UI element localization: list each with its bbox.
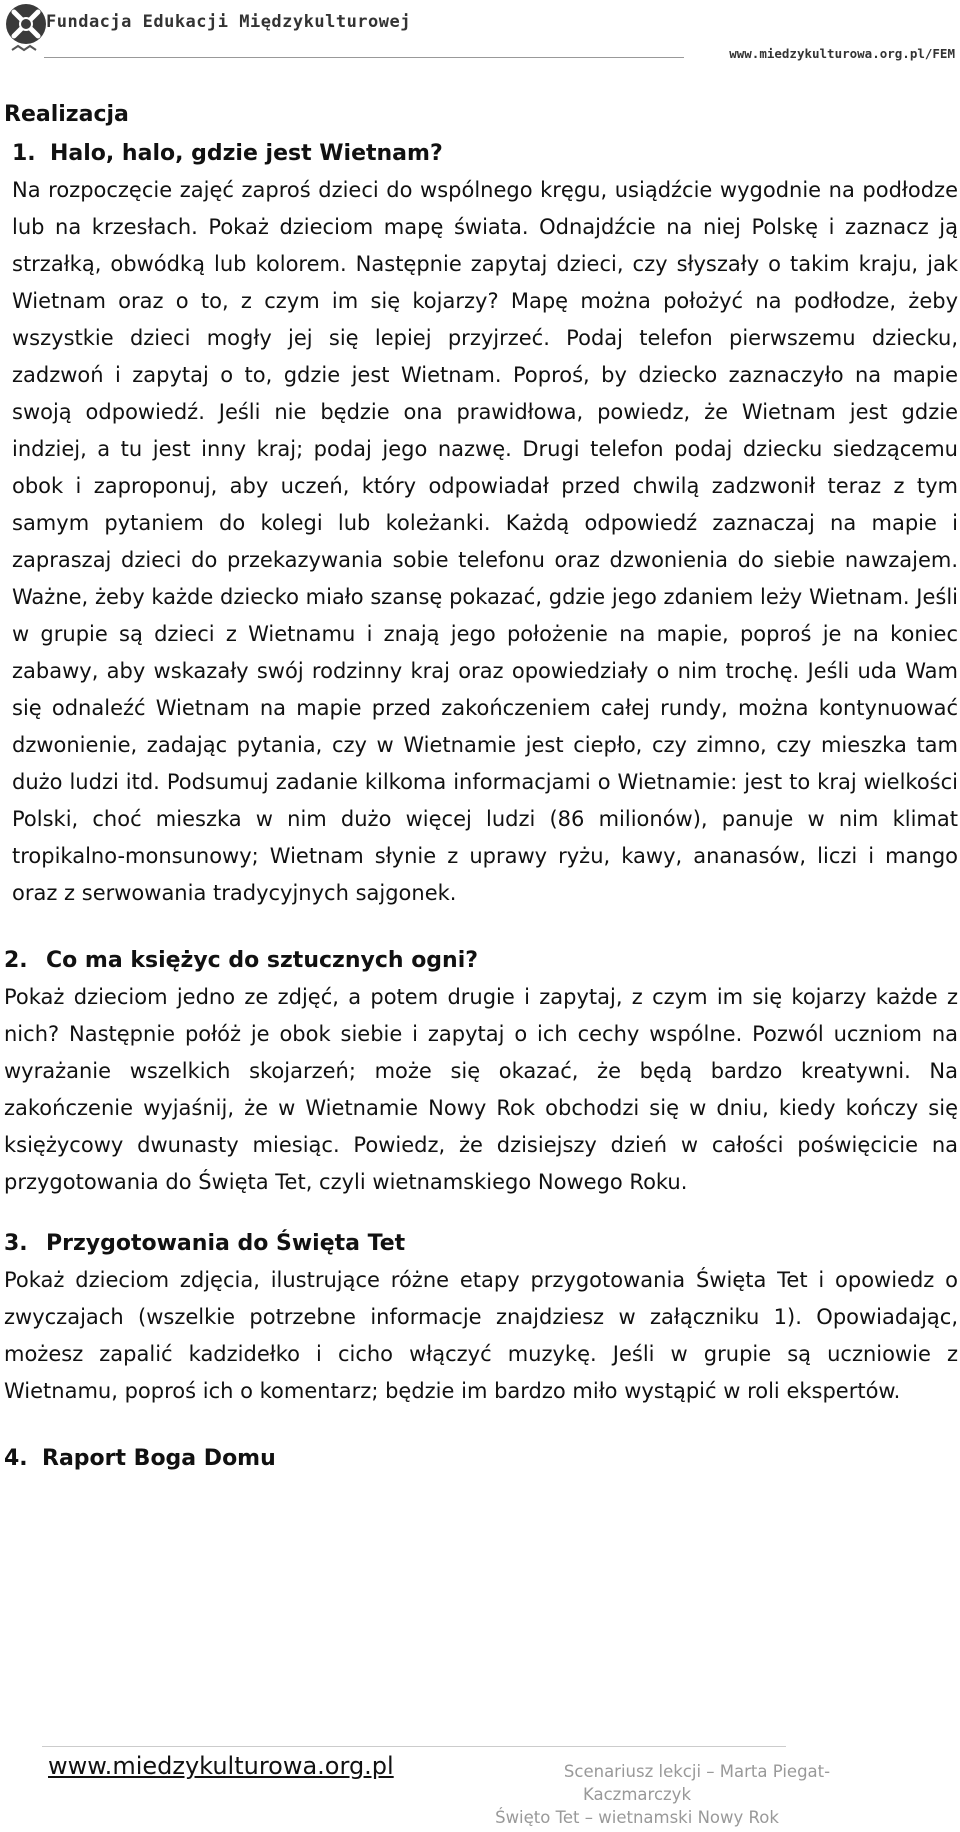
item-4-title: Raport Boga Domu — [42, 1446, 276, 1471]
page-header — [0, 0, 960, 64]
header-divider — [44, 57, 684, 58]
footer-divider — [42, 1746, 786, 1747]
item-2-number: 2. — [4, 948, 28, 973]
item-3-number: 3. — [4, 1231, 28, 1256]
item-1-title: Halo, halo, gdzie jest Wietnam? — [50, 141, 443, 166]
item-3-text: Pokaż dzieciom zdjęcia, ilustrujące różne etapy przygotowania Święta Tet i opowiedz o zwyczajach (wszelkie potrzebne informacje znajdziesz w załączniku 1). Opowiadając, możesz zapalić kadzidełko i cicho włączyć muzykę. Jeśli w grupie są uczniowie z Wietnamu, poproś ich o komentarz; będzie im bardzo miło wystąpić w roli ekspertów. — [4, 1268, 958, 1403]
footer-url-link[interactable]: www.miedzykulturowa.org.pl — [48, 1752, 394, 1780]
footer-credit — [322, 1760, 952, 1829]
item-4-number: 4. — [4, 1446, 28, 1471]
item-1-heading — [4, 135, 958, 172]
footer-credit-line-3: Święto Tet – wietnamski Nowy Rok — [495, 1808, 779, 1827]
header-url: www.miedzykulturowa.org.pl/FEM — [729, 46, 955, 61]
org-name: Fundacja Edukacji Międzykulturowej — [46, 12, 411, 32]
item-1-number: 1. — [12, 141, 36, 166]
item-3-title: Przygotowania do Święta Tet — [46, 1231, 406, 1256]
item-1-text: Na rozpoczęcie zajęć zaproś dzieci do wspólnego kręgu, usiądźcie wygodnie na podłodze lub na krzesłach. Pokaż dzieciom mapę świata. Odnajdźcie na niej Polskę i zaznacz ją strzałką, obwódką lub kolorem. Następnie zapytaj dzieci, czy słyszały o takim kraju, jak Wietnam oraz o to, z czym im się kojarzy? Mapę można położyć na podłodze, żeby wszystkie dzieci mogły jej się lepiej przyjrzeć. Podaj telefon pierwszemu dziecku, zadzwoń i zapytaj o to, gdzie jest Wietnam. Poproś, by dziecko zaznaczyło na mapie swoją odpowiedź. Jeśli nie będzie ona prawidłowa, powiedz, że Wietnam jest gdzie indziej, a tu jest inny kraj; podaj jego nazwę. Drugi telefon podaj dziecku siedzącemu obok i zaproponuj, aby uczeń, który odpowiadał przed chwilą zadzwonił teraz z tym samym pytaniem do kolegi lub koleżanki. Każdą odpowiedź zaznaczaj na mapie i zapraszaj dzieci do przekazywania sobie telefonu oraz dzwonienia do siebie nawzajem. Ważne, żeby każde dziecko miało szansę pokazać, gdzie jego zdaniem leży Wietnam. Jeśli w grupie są dzieci z Wietnamu i znają jego położenie na mapie, poproś je na koniec zabawy, aby wskazały swój rodzinny kraj oraz opowiedziały o nim trochę. Jeśli uda Wam się odnaleźć Wietnam na mapie przed zakończeniem całej rundy, można kontynuować dzwonienie, zadając pytania, czy w Wietnamie jest ciepło, czy zimno, czy mieszka tam dużo ludzi itd. Podsumuj zadanie kilkoma informacjami o Wietnamie: jest to kraj wielkości Polski, choć mieszka w nim dużo więcej ludzi (86 milionów), panuje w nim klimat tropikalno-monsunowy; Wietnam słynie z uprawy ryżu, kawy, ananasów, liczi i mango oraz z serwowania tradycyjnych sajgonek. — [12, 178, 958, 905]
item-2-text: Pokaż dzieciom jedno ze zdjęć, a potem drugie i zapytaj, z czym im się kojarzy każde z nich? Następnie połóż je obok siebie i zapytaj o ich cechy wspólne. Pozwól uczniom na wyrażanie wszelkich skojarzeń; może się okazać, że będą bardzo kreatywni. Na zakończenie wyjaśnij, że w Wietnamie Nowy Rok obchodzi się w dniu, kiedy kończy się księżycowy dwunasty miesiąc. Powiedz, że dzisiejszy dzień w całości poświęcicie na przygotowania do Święta Tet, czyli wietnamskiego Nowego Roku. — [4, 985, 958, 1194]
item-3-heading — [4, 1225, 958, 1262]
document-body — [4, 95, 958, 1477]
section-title: Realizacja — [4, 102, 129, 127]
footer-credit-line-2: Kaczmarczyk — [582, 1785, 692, 1804]
item-2-title: Co ma księżyc do sztucznych ogni? — [46, 948, 479, 973]
item-4-heading — [4, 1440, 958, 1477]
foundation-logo-icon — [4, 2, 48, 58]
item-2-heading — [4, 942, 958, 979]
footer-credit-line-1: Scenariusz lekcji – Marta Piegat- — [563, 1762, 831, 1781]
